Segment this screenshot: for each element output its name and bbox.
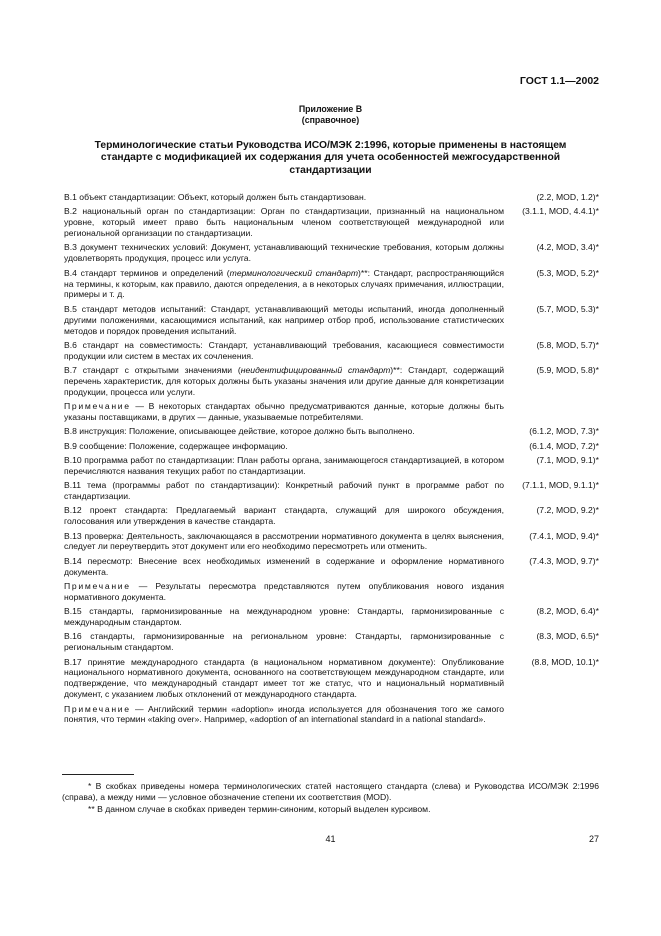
term-entry [64, 657, 599, 701]
term-note [64, 581, 504, 603]
term-entry [64, 480, 599, 502]
section-title: Терминологические статьи Руководства ИСО/МЭК 2:1996, которые применены в настоящем стандарте с модификацией их содержания для учета особенностей межгосударственной стандартизации [94, 140, 567, 176]
term-note [64, 704, 504, 726]
term-definition: В.3 документ технических условий: Документ, устанавливающий технические требования, которым должны удовлетворять продукция, процесс или услуга. [64, 242, 504, 264]
appendix-heading [0, 104, 661, 125]
term-reference: (3.1.1, MOD, 4.4.1)* [522, 206, 599, 217]
term-definition: В.6 стандарт на совместимость: Стандарт, устанавливающий требования, касающиеся совместимости продукции или систем в местах их сочленения. [64, 339, 504, 361]
footnotes [62, 781, 599, 816]
term-entry [64, 268, 599, 301]
term-definition: В.13 проверка: Деятельность, заключающаяся в рассмотрении нормативного документа в целях выяснения, следует ли переутвердить этот документ или его необходимо пересмотреть или отменить. [64, 530, 504, 552]
term-definition: В.10 программа работ по стандартизации: План работы органа, занимающегося стандартизацией, в котором перечисляются названия текущих работ по стандартизации. [64, 454, 504, 476]
appendix-title: Приложение В [298, 104, 363, 114]
note-text: — Результаты пересмотра представляются путем опубликования нового издания нормативного документа. [64, 580, 504, 602]
term-definition: В.9 сообщение: Положение, содержащее информацию. [64, 440, 288, 451]
term-definition: В.2 национальный орган по стандартизации: Орган по стандартизации, признанный на национальном уровне, который имеет право быть национальным членом соответствующей международной или региональной организации по стандартизации. [64, 206, 504, 239]
term-entry [64, 365, 599, 398]
term-definition: В.17 принятие международного стандарта (в национальном нормативном документе): Опубликование национального нормативного документа, основанного на соответствующем международном стандарте, или подтверждение, что международный стандарт имеет тот же статус, что и национальный нормативный документ, с указанием любых отклонений от международного стандарта. [64, 656, 504, 700]
term-definition: В.1 объект стандартизации: Объект, который должен быть стандартизован. [64, 192, 367, 202]
term-reference: (5.9, MOD, 5.8)* [536, 365, 599, 376]
term-entry [64, 631, 599, 653]
term-entry [64, 340, 599, 362]
term-reference: (6.1.4, MOD, 7.2)* [529, 440, 599, 451]
note-text: — Английский термин «adoption» иногда используется для обозначения того же самого понятия, что термин «taking over». Например, «adoption of an international standard in a national standard». [64, 703, 504, 725]
term-entry [64, 531, 599, 553]
term-definition [64, 365, 504, 398]
term-definition: В.16 стандарты, гармонизированные на региональном уровне: Стандарты, гармонизированные с региональным стандартом. [64, 631, 504, 653]
term-entry [64, 455, 599, 477]
term-reference: (6.1.2, MOD, 7.3)* [529, 426, 599, 437]
term-text: В.7 стандарт с открытыми значениями ( [64, 365, 241, 376]
term-reference: (5.3, MOD, 5.2)* [536, 267, 599, 278]
term-entry [64, 304, 599, 337]
term-reference: (7.1.1, MOD, 9.1.1)* [522, 480, 599, 491]
term-reference: (5.8, MOD, 5.7)* [536, 339, 599, 350]
term-reference: (8.2, MOD, 6.4)* [536, 606, 599, 617]
term-synonym: неидентифицированный стандарт [240, 365, 391, 376]
term-reference: (8.3, MOD, 6.5)* [536, 631, 599, 642]
term-text: В.4 стандарт терминов и определений ( [64, 267, 230, 278]
term-reference: (7.4.3, MOD, 9.7)* [529, 555, 599, 566]
footnote: ** В данном случае в скобках приведен термин-синоним, который выделен курсивом. [88, 804, 431, 814]
term-reference: (7.4.1, MOD, 9.4)* [529, 530, 599, 541]
term-definition: В.5 стандарт методов испытаний: Стандарт, устанавливающий методы испытаний, иногда дополненный другими положениями, касающимися испытаний, как например отбор проб, использование статистических методов и порядок проведения испытаний. [64, 303, 504, 336]
term-text: )**: Стандарт, содержащий перечень характеристик, для которых должны быть указаны значения или другие данные для конкретизации продукции, процесса или услуги. [64, 365, 505, 397]
term-reference: (2.2, MOD, 1.2)* [536, 192, 599, 202]
term-entry [64, 426, 599, 437]
term-text: )**: Стандарт, распространяющийся на термины, к которым, как правило, даются определения, а в некоторых случаях примечания, иллюстрации, примеры и т. д. [64, 267, 504, 300]
term-reference: (8.8, MOD, 10.1)* [531, 656, 599, 667]
term-reference: (5.7, MOD, 5.3)* [536, 303, 599, 314]
term-entry [64, 206, 599, 239]
term-definition: В.8 инструкция: Положение, описывающее действие, которое должно быть выполнено. [64, 426, 415, 437]
note-label: Примечание [64, 580, 131, 591]
note-label: Примечание [64, 703, 131, 714]
note-text: — В некоторых стандартах обычно предусматриваются данные, которые должны быть указаны поставщиками, в других — данные, указываемые потребителями. [64, 401, 504, 423]
page-number: 41 [325, 834, 336, 844]
appendix-subtitle: (справочное) [301, 114, 360, 125]
term-reference: (7.1, MOD, 9.1)* [536, 454, 599, 465]
terms-list [64, 192, 599, 729]
footnote-divider [62, 774, 134, 775]
footnote: * В скобках приведены номера терминологических статей настоящего стандарта (слева) и Руководства ИСО/МЭК 2:1996 (справа), а между ними — условное обозначение степени их соответствия (MOD). [62, 781, 599, 802]
term-reference: (4.2, MOD, 3.4)* [536, 242, 599, 253]
term-definition: В.15 стандарты, гармонизированные на международном уровне: Стандарты, гармонизированные с международным стандартом. [64, 606, 504, 628]
term-entry [64, 505, 599, 527]
term-synonym: терминологический стандарт [229, 267, 359, 278]
term-definition [64, 268, 504, 301]
term-entry [64, 441, 599, 452]
term-definition: В.11 тема (программы работ по стандартизации): Конкретный рабочий пункт в программе работ по стандартизации. [64, 480, 504, 502]
term-entry [64, 606, 599, 628]
term-reference: (7.2, MOD, 9.2)* [536, 505, 599, 516]
term-definition: В.12 проект стандарта: Предлагаемый вариант стандарта, служащий для широкого обсуждения, голосования или утверждения в качестве стандарта. [64, 505, 504, 527]
term-entry [64, 556, 599, 578]
standard-code: ГОСТ 1.1—2002 [519, 75, 599, 87]
term-entry [64, 242, 599, 264]
document-page-number: 27 [588, 834, 599, 844]
term-definition: В.14 пересмотр: Внесение всех необходимых изменений в содержание и оформление нормативного документа. [64, 555, 504, 577]
note-label: Примечание [64, 401, 131, 412]
term-entry [64, 192, 599, 203]
term-note [64, 401, 504, 423]
